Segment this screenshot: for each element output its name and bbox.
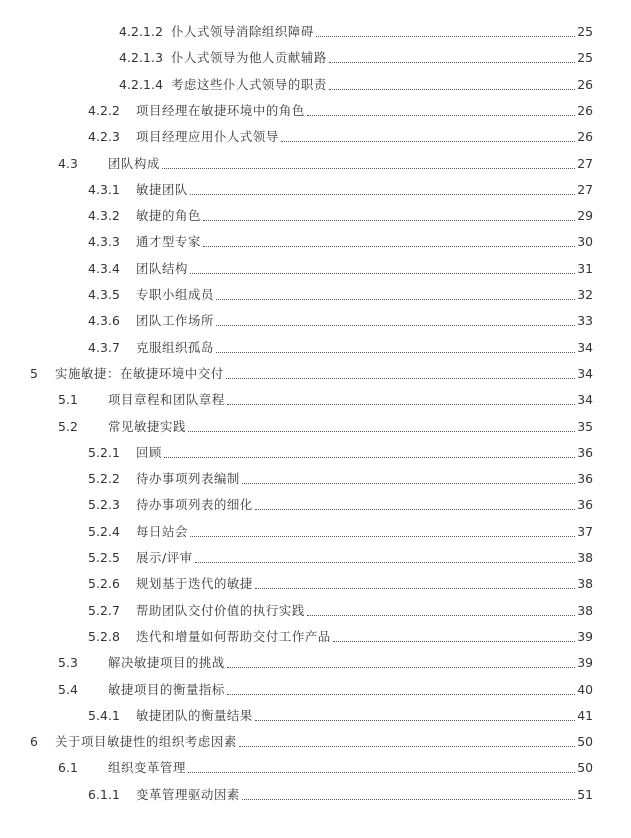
toc-entry-title: 仆人式领导消除组织障碍 [171, 24, 314, 39]
toc-entry-title: 敏捷团队 [136, 181, 188, 197]
toc-dot-leader [242, 483, 575, 484]
toc-entry[interactable] [0, 492, 631, 518]
toc-entry-number: 5.2.5 [88, 550, 121, 565]
toc-page-number: 31 [577, 260, 593, 276]
toc-dot-leader [188, 772, 575, 773]
toc-entry-number: 4.3.7 [88, 339, 121, 355]
toc-entry[interactable] [0, 703, 631, 729]
toc-entry-number: 5.2.8 [88, 628, 121, 644]
toc-entry-number: 5.2.4 [88, 523, 121, 539]
toc-entry[interactable] [0, 545, 631, 571]
toc-entry-title: 项目章程和团队章程 [108, 392, 225, 408]
toc-entry[interactable] [0, 308, 631, 334]
toc-entry-number: 6.1 [58, 760, 79, 776]
toc-entry[interactable] [0, 335, 631, 361]
toc-entry-number: 4.2.1.3 [119, 50, 164, 66]
toc-entry[interactable] [0, 282, 631, 308]
toc-page-number: 37 [577, 523, 593, 539]
toc-dot-leader [190, 273, 575, 274]
toc-page-number: 36 [577, 444, 593, 460]
toc-page-number: 26 [577, 129, 593, 145]
toc-entry-number: 5.1 [58, 392, 79, 408]
toc-entry-number: 6.1.1 [88, 786, 121, 802]
toc-entry-number: 4.3.1 [88, 181, 121, 197]
toc-page-number: 34 [577, 365, 593, 381]
toc-entry-number: 4.3.4 [88, 260, 121, 276]
toc-dot-leader [164, 457, 575, 458]
toc-entry-title: 每日站会 [136, 523, 188, 539]
toc-entry[interactable] [0, 414, 631, 440]
toc-entry-title: 团队工作场所 [136, 313, 214, 329]
toc-entry[interactable] [0, 19, 631, 45]
toc-dot-leader [239, 746, 575, 747]
toc-dot-leader [329, 62, 575, 63]
toc-dot-leader [190, 536, 575, 537]
toc-entry[interactable] [0, 755, 631, 781]
toc-entry-number: 4.2.3 [88, 129, 121, 145]
toc-entry-title: 变革管理驱动因素 [136, 786, 240, 802]
toc-entry-number: 4.2.1.4 [119, 76, 164, 92]
toc-entry-number: 5.2.1 [88, 444, 121, 460]
toc-page-number: 38 [577, 576, 593, 592]
toc-entry-title: 敏捷项目的衡量指标 [108, 681, 225, 697]
toc-page-number: 51 [577, 786, 593, 802]
toc-entry[interactable] [0, 519, 631, 545]
toc-entry-number: 4.3.3 [88, 234, 121, 250]
toc-entry-title: 解决敏捷项目的挑战 [108, 655, 225, 671]
toc-entry-number: 4.3.2 [88, 208, 121, 224]
toc-entry[interactable] [0, 571, 631, 597]
toc-dot-leader [195, 562, 575, 563]
toc-dot-leader [227, 404, 575, 405]
toc-entry-title: 项目经理在敏捷环境中的角色 [136, 102, 305, 118]
toc-page-number: 26 [577, 102, 593, 118]
toc-dot-leader [203, 220, 575, 221]
toc-entry-number: 6 [30, 734, 38, 750]
toc-dot-leader [307, 115, 575, 116]
toc-page-number: 25 [577, 24, 593, 39]
toc-dot-leader [281, 141, 575, 142]
toc-entry-title: 仆人式领导为他人贡献辅路 [171, 50, 327, 66]
toc-dot-leader [307, 615, 575, 616]
toc-entry-number: 5.2.7 [88, 602, 121, 618]
toc-dot-leader [329, 89, 575, 90]
toc-entry[interactable] [0, 124, 631, 150]
toc-entry-title: 规划基于迭代的敏捷 [136, 576, 253, 592]
toc-entry-number: 5.3 [58, 655, 79, 671]
toc-page-number: 30 [577, 234, 593, 250]
toc-dot-leader [190, 194, 575, 195]
toc-dot-leader [162, 168, 575, 169]
toc-entry[interactable] [0, 256, 631, 282]
toc-page-number: 26 [577, 76, 593, 92]
toc-entry-title: 通才型专家 [136, 234, 201, 250]
toc-entry-title: 敏捷的角色 [136, 208, 201, 224]
toc-page-number: 40 [577, 681, 593, 697]
toc-entry[interactable] [0, 98, 631, 124]
toc-entry-number: 4.2.2 [88, 102, 121, 118]
toc-entry[interactable] [0, 151, 631, 177]
toc-entry-title: 团队构成 [108, 155, 160, 171]
toc-entry-title: 回顾 [136, 444, 162, 460]
toc-page-number: 50 [577, 734, 593, 750]
toc-dot-leader [203, 246, 575, 247]
toc-entry[interactable] [0, 45, 631, 71]
toc-dot-leader [216, 352, 575, 353]
toc-entry-title: 克服组织孤岛 [136, 339, 214, 355]
toc-page-number: 41 [577, 707, 593, 723]
toc-dot-leader [216, 325, 575, 326]
toc-entry[interactable] [0, 782, 631, 808]
toc-entry[interactable] [0, 466, 631, 492]
toc-page-number: 32 [577, 287, 593, 302]
toc-dot-leader [216, 299, 575, 300]
toc-page-number: 27 [577, 155, 593, 171]
toc-page-number: 50 [577, 760, 593, 776]
toc-entry-title: 帮助团队交付价值的执行实践 [136, 602, 305, 618]
toc-entry-number: 4.3 [58, 155, 79, 171]
toc-entry-title: 展示/评审 [136, 550, 193, 565]
toc-dot-leader [226, 378, 575, 379]
toc-dot-leader [227, 667, 575, 668]
toc-dot-leader [255, 509, 575, 510]
toc-entry-title: 迭代和增量如何帮助交付工作产品 [136, 628, 331, 644]
toc-entry-number: 5.4 [58, 681, 79, 697]
toc-page-number: 27 [577, 181, 593, 197]
toc-entry-number: 5.2 [58, 418, 79, 434]
toc-entry-title: 敏捷团队的衡量结果 [136, 707, 253, 723]
toc-entry-title: 团队结构 [136, 260, 188, 276]
toc-page-number: 35 [577, 418, 593, 434]
toc-entry-number: 5.2.3 [88, 497, 121, 513]
toc-entry-title: 项目经理应用仆人式领导 [136, 129, 279, 145]
toc-page-number: 38 [577, 602, 593, 618]
toc-entry-number: 5.2.6 [88, 576, 121, 592]
toc-entry[interactable] [0, 361, 631, 387]
toc-dot-leader [242, 799, 575, 800]
toc-entry[interactable] [0, 72, 631, 98]
toc-page-number: 39 [577, 655, 593, 671]
toc-dot-leader [188, 431, 575, 432]
toc-dot-leader [255, 588, 575, 589]
toc-entry-number: 5 [30, 365, 38, 381]
toc-page-number: 29 [577, 208, 593, 224]
toc-entry[interactable] [0, 387, 631, 413]
toc-dot-leader [255, 720, 575, 721]
toc-entry-title: 组织变革管理 [108, 760, 186, 776]
toc-entry[interactable] [0, 440, 631, 466]
toc-entry-title: 待办事项列表的细化 [136, 497, 253, 513]
toc-entry-number: 4.3.6 [88, 313, 121, 329]
toc-entry-number: 4.3.5 [88, 287, 121, 302]
toc-entry[interactable] [0, 203, 631, 229]
toc-page-number: 36 [577, 497, 593, 513]
toc-entry[interactable] [0, 229, 631, 255]
toc-entry[interactable] [0, 598, 631, 624]
toc-entry[interactable] [0, 177, 631, 203]
toc-page-number: 34 [577, 339, 593, 355]
toc-entry[interactable] [0, 624, 631, 650]
toc-page-number: 39 [577, 628, 593, 644]
toc-page-number: 33 [577, 313, 593, 329]
toc-page-number: 34 [577, 392, 593, 408]
toc-dot-leader [333, 641, 575, 642]
toc-dot-leader [227, 694, 575, 695]
toc-entry[interactable] [0, 729, 631, 755]
toc-entry-number: 4.2.1.2 [119, 24, 164, 39]
toc-entry-title: 常见敏捷实践 [108, 418, 186, 434]
toc-entry-title: 关于项目敏捷性的组织考虑因素 [55, 734, 237, 750]
toc-page-number: 38 [577, 550, 593, 565]
toc-dot-leader [316, 36, 575, 37]
toc-entry-title: 专职小组成员 [136, 287, 214, 302]
toc-entry-title: 考虑这些仆人式领导的职责 [171, 76, 327, 92]
toc-page-number: 36 [577, 471, 593, 487]
toc-page-number: 25 [577, 50, 593, 66]
toc-entry-title: 待办事项列表编制 [136, 471, 240, 487]
toc-entry[interactable] [0, 650, 631, 676]
toc-entry[interactable] [0, 677, 631, 703]
toc-entry-number: 5.4.1 [88, 707, 121, 723]
toc-entry-title: 实施敏捷：在敏捷环境中交付 [55, 365, 224, 381]
toc-entry-number: 5.2.2 [88, 471, 121, 487]
